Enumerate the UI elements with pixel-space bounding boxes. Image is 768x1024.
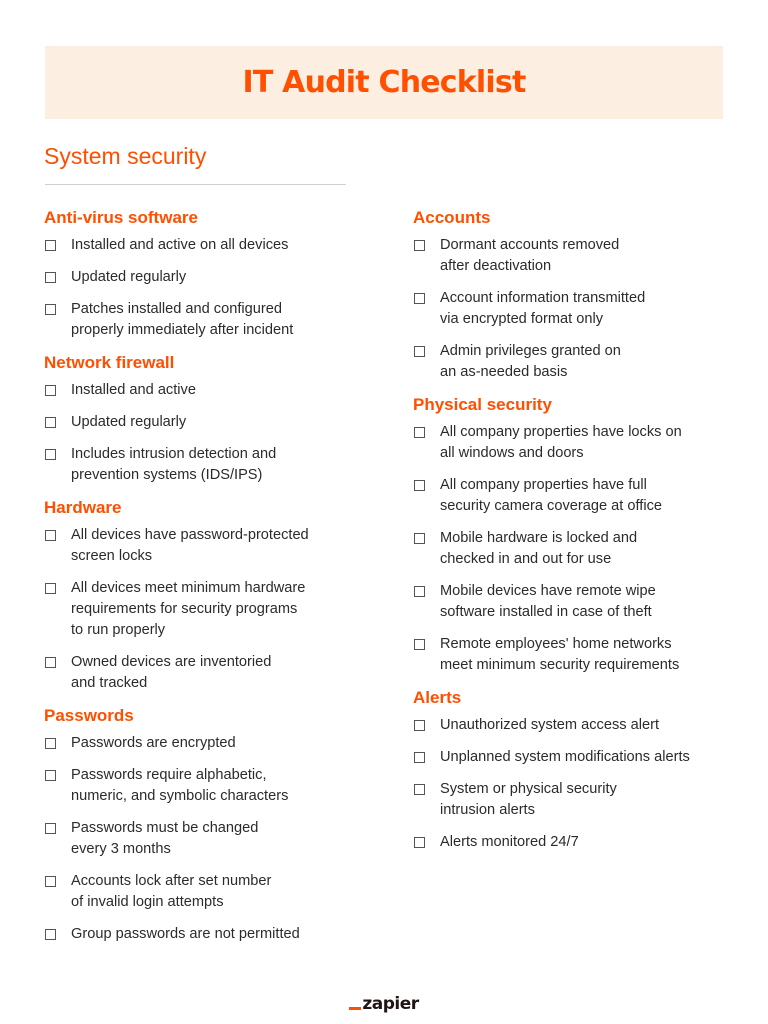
group-title: Hardware <box>44 498 122 517</box>
checklist-item <box>44 652 364 694</box>
checkbox[interactable] <box>45 657 56 668</box>
checkbox[interactable] <box>414 784 425 795</box>
checkbox[interactable] <box>45 417 56 428</box>
checklist-item-label: Dormant accounts removed after deactivation <box>440 237 620 274</box>
right-column <box>413 207 733 864</box>
logo-text: zapier <box>362 994 419 1014</box>
checklist-item-label: Passwords are encrypted <box>71 735 236 751</box>
checkbox[interactable] <box>414 639 425 650</box>
checkbox[interactable] <box>45 823 56 834</box>
checklist-item <box>413 235 733 277</box>
checklist-item <box>413 422 733 464</box>
checklist-item-label: Mobile devices have remote wipe software installed in case of theft <box>440 583 656 620</box>
section-title: System security <box>44 143 207 169</box>
checklist-item <box>44 525 364 567</box>
checklist-item <box>44 733 364 754</box>
checkbox[interactable] <box>414 752 425 763</box>
checklist-item <box>413 832 733 853</box>
checkbox[interactable] <box>414 293 425 304</box>
checklist-item <box>44 444 364 486</box>
checklist-item <box>44 235 364 256</box>
checklist-item <box>44 924 364 945</box>
checkbox[interactable] <box>45 272 56 283</box>
checklist-group-network-firewall <box>44 352 364 486</box>
checklist-item <box>44 267 364 288</box>
checkbox[interactable] <box>414 720 425 731</box>
checklist-item-label: Account information transmitted via encrypted format only <box>440 290 646 327</box>
checklist-item-label: Unplanned system modifications alerts <box>440 749 690 765</box>
checklist-item-label: Passwords must be changed every 3 months <box>71 820 259 857</box>
group-title: Passwords <box>44 706 134 725</box>
checkbox[interactable] <box>414 240 425 251</box>
checkbox[interactable] <box>45 385 56 396</box>
checkbox[interactable] <box>45 876 56 887</box>
checkbox[interactable] <box>414 427 425 438</box>
checklist-item-label: Updated regularly <box>71 269 187 285</box>
left-column <box>44 207 364 956</box>
checklist-item <box>413 341 733 383</box>
checklist-group-anti-virus-software <box>44 207 364 341</box>
section-divider <box>45 184 346 185</box>
checkbox[interactable] <box>45 583 56 594</box>
page-title: IT Audit Checklist <box>242 65 526 100</box>
checklist-item <box>44 818 364 860</box>
checklist-item <box>413 747 733 768</box>
zapier-underscore-icon <box>349 1007 361 1010</box>
checklist-item-label: Accounts lock after set number of invalid login attempts <box>71 873 272 910</box>
footer <box>0 994 768 1015</box>
checklist-item-label: Installed and active <box>71 382 196 398</box>
group-title: Anti-virus software <box>44 208 198 227</box>
checklist-item <box>413 715 733 736</box>
checklist-item <box>44 578 364 641</box>
checkbox[interactable] <box>45 530 56 541</box>
group-title: Network firewall <box>44 353 175 372</box>
checkbox[interactable] <box>45 770 56 781</box>
checklist-item <box>44 871 364 913</box>
checklist-item-label: Mobile hardware is locked and checked in and out for use <box>440 530 638 567</box>
checklist-item <box>413 581 733 623</box>
checklist-item-label: Passwords require alphabetic, numeric, and symbolic characters <box>71 767 289 804</box>
checklist-item-label: System or physical security intrusion alerts <box>440 781 617 818</box>
checklist-item-label: Unauthorized system access alert <box>440 717 659 733</box>
checklist-item <box>413 779 733 821</box>
checkbox[interactable] <box>45 240 56 251</box>
zapier-logo <box>349 994 418 1014</box>
checklist-item <box>44 380 364 401</box>
title-banner <box>45 46 723 119</box>
group-title: Alerts <box>413 688 462 707</box>
checklist-item <box>413 528 733 570</box>
checkbox[interactable] <box>45 929 56 940</box>
checklist-group-physical-security <box>413 394 733 676</box>
checklist-item-label: All devices have password-protected screen locks <box>71 527 309 564</box>
checklist-group-alerts <box>413 687 733 853</box>
checkbox[interactable] <box>414 346 425 357</box>
checklist-item-label: Admin privileges granted on an as-needed basis <box>440 343 621 380</box>
checklist-item-label: Includes intrusion detection and prevention systems (IDS/IPS) <box>71 446 277 483</box>
checklist-item-label: All company properties have full security camera coverage at office <box>440 477 662 514</box>
checklist-item <box>413 475 733 517</box>
checkbox[interactable] <box>414 533 425 544</box>
checklist-item-label: Patches installed and configured properly immediately after incident <box>71 301 294 338</box>
checklist-item-label: Alerts monitored 24/7 <box>440 834 579 850</box>
group-title: Accounts <box>413 208 491 227</box>
checklist-item-label: All devices meet minimum hardware requirements for security programs to run properly <box>71 580 306 638</box>
checklist-item-label: Remote employees' home networks meet minimum security requirements <box>440 636 680 673</box>
checklist-item-label: All company properties have locks on all windows and doors <box>440 424 682 461</box>
checkbox[interactable] <box>45 738 56 749</box>
checkbox[interactable] <box>414 837 425 848</box>
checklist-item-label: Updated regularly <box>71 414 187 430</box>
checkbox[interactable] <box>45 449 56 460</box>
checkbox[interactable] <box>45 304 56 315</box>
checklist-item <box>44 765 364 807</box>
checklist-group-accounts <box>413 207 733 383</box>
checklist-item <box>413 288 733 330</box>
checklist-item <box>413 634 733 676</box>
checklist-item <box>44 412 364 433</box>
checklist-item-label: Owned devices are inventoried and tracked <box>71 654 272 691</box>
checklist-item <box>44 299 364 341</box>
group-title: Physical security <box>413 395 552 414</box>
checkbox[interactable] <box>414 480 425 491</box>
checklist-group-passwords <box>44 705 364 945</box>
checklist-item-label: Installed and active on all devices <box>71 237 289 253</box>
checkbox[interactable] <box>414 586 425 597</box>
checklist-item-label: Group passwords are not permitted <box>71 926 300 942</box>
checklist-group-hardware <box>44 497 364 694</box>
